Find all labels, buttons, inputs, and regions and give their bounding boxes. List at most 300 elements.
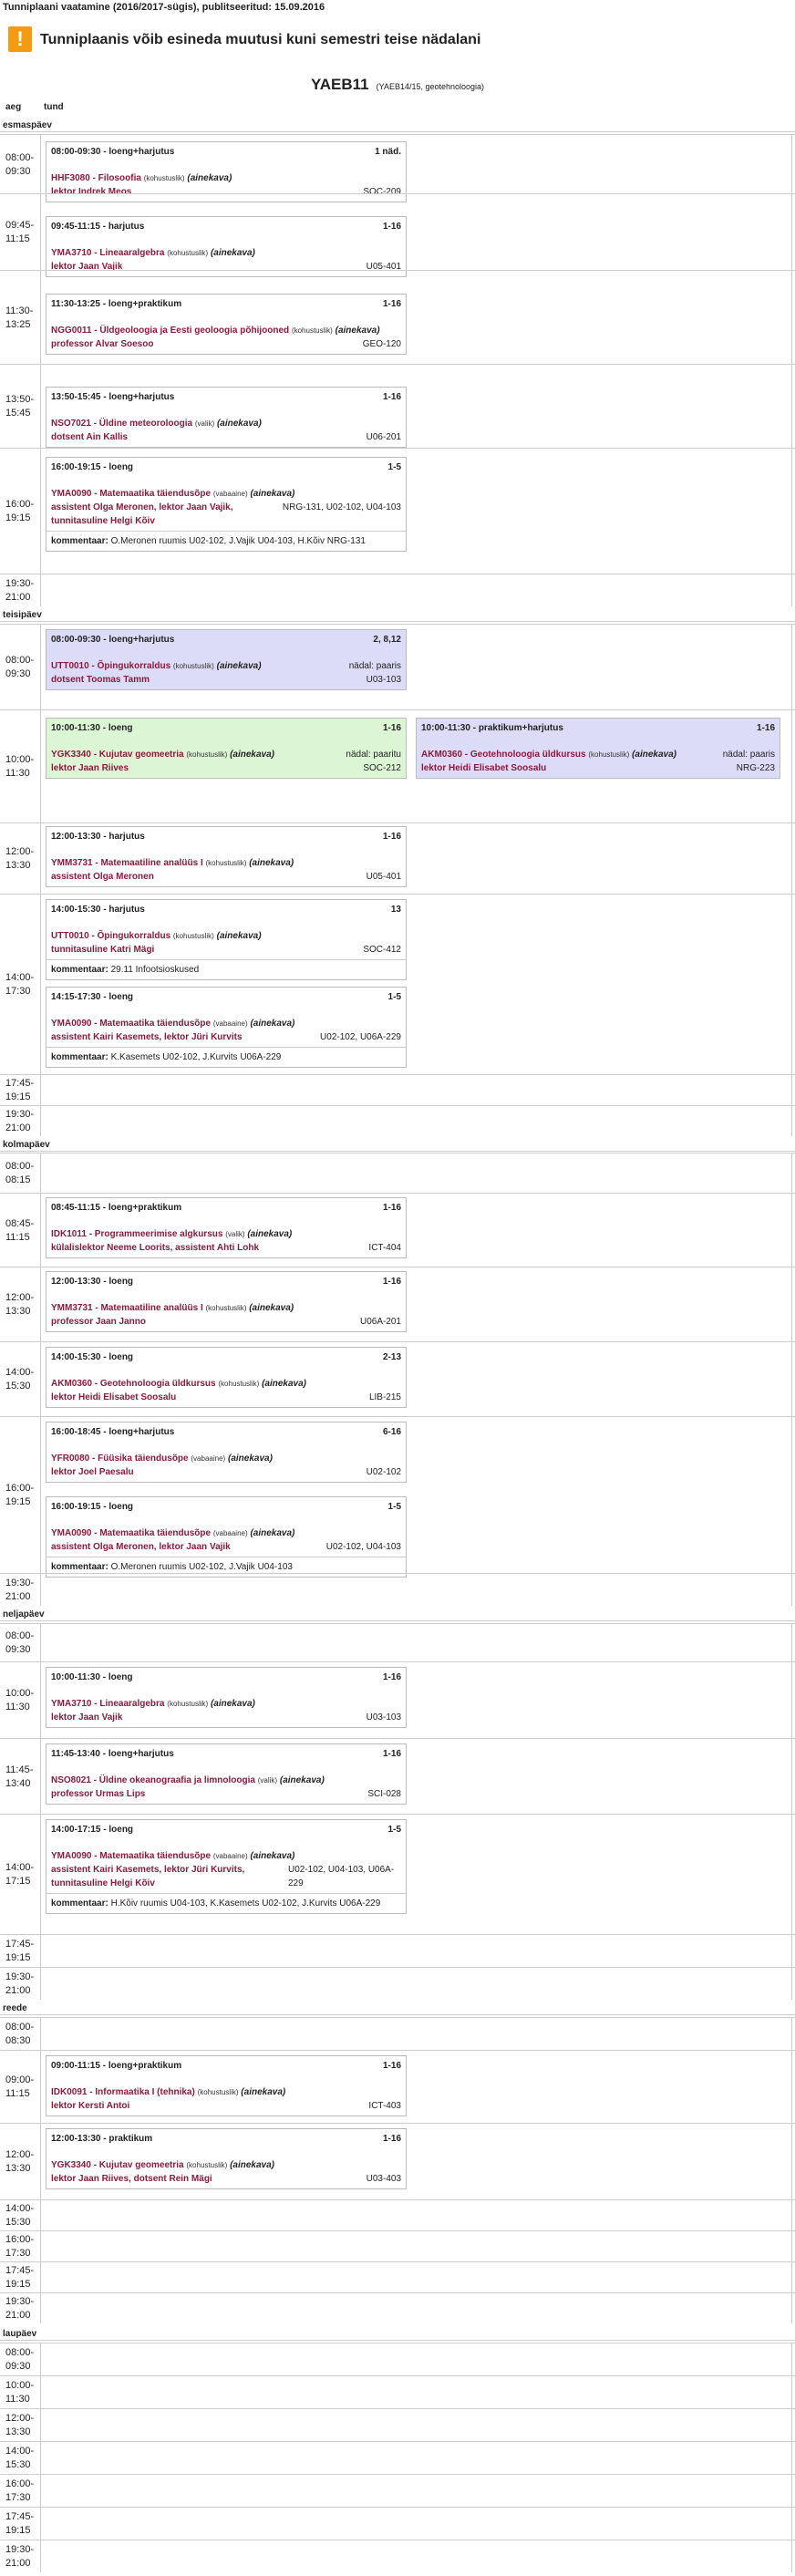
ainekava-link[interactable]: (ainekava) bbox=[187, 173, 232, 183]
lesson-time-type bbox=[51, 1201, 401, 1215]
lesson-weeks: 1-16 bbox=[382, 2061, 401, 2071]
course-line bbox=[51, 748, 401, 761]
ainekava-link[interactable]: (ainekava) bbox=[210, 248, 255, 258]
lecturer-link[interactable]: assistent Kairi Kasemets, lektor Jüri Kurvits, tunnitasuline Helgi Kõiv bbox=[51, 1865, 245, 1888]
divider bbox=[40, 193, 41, 270]
ainekava-link[interactable]: (ainekava) bbox=[250, 1019, 295, 1029]
course-line bbox=[51, 2085, 401, 2099]
lecturer-line bbox=[51, 761, 401, 775]
divider bbox=[40, 1267, 41, 1341]
lesson-weeks: 1-5 bbox=[387, 1825, 401, 1835]
time-row bbox=[0, 2343, 795, 2375]
lesson-weeks: 6-16 bbox=[382, 1427, 401, 1437]
time-row bbox=[0, 574, 795, 606]
course-link[interactable]: IDK1011 - Programmeerimise algkursus bbox=[51, 1229, 223, 1239]
time-row bbox=[0, 2441, 795, 2474]
room-link[interactable]: U02-102, U04-103 bbox=[325, 1542, 401, 1552]
day-label-thu: neljapäev bbox=[3, 1609, 45, 1619]
divider bbox=[791, 270, 792, 364]
divider bbox=[40, 1934, 41, 1967]
course-link[interactable]: YFR0080 - Füüsika täiendusõpe bbox=[51, 1454, 189, 1464]
lesson-time: 11:45-13:40 - loeng+harjutus bbox=[51, 1749, 174, 1759]
course-kind: (kohustuslik) bbox=[186, 750, 228, 759]
ainekava-link[interactable]: (ainekava) bbox=[216, 419, 262, 429]
divider bbox=[791, 2017, 792, 2050]
divider bbox=[40, 1074, 41, 1105]
lesson-weeks: 1-16 bbox=[382, 1277, 401, 1287]
divider bbox=[791, 364, 792, 448]
course-kind: (kohustuslik) bbox=[167, 249, 209, 257]
comment-text: O.Meronen ruumis U02-102, J.Vajik U04-103, H.Kõiv NRG-131 bbox=[110, 536, 366, 546]
course-link[interactable]: YGK3340 - Kujutav geomeetria bbox=[51, 750, 184, 760]
lecturer-line bbox=[51, 1540, 401, 1554]
course-link[interactable]: YMA0090 - Matemaatika täiendusõpe bbox=[51, 1019, 212, 1029]
lecturer-link[interactable]: professor Urmas Lips bbox=[51, 1789, 146, 1799]
lesson-card[interactable] bbox=[416, 718, 780, 779]
comment-label: kommentaar: bbox=[51, 1562, 108, 1572]
course-link[interactable]: YMA3710 - Lineaaralgebra bbox=[51, 1699, 165, 1709]
course-line bbox=[421, 748, 775, 761]
lesson-time-type bbox=[51, 1823, 401, 1836]
time-label: 17:45- 19:15 bbox=[5, 2265, 35, 2291]
lecturer-link[interactable]: assistent Olga Meronen, lektor Jaan Vajik bbox=[51, 1542, 231, 1552]
divider bbox=[40, 2261, 41, 2292]
time-label: 10:00- 11:30 bbox=[5, 754, 35, 780]
lecturer-line bbox=[51, 1315, 401, 1329]
lecturer-link[interactable]: lektor Jaan Riives bbox=[51, 763, 129, 773]
ainekava-link[interactable]: (ainekava) bbox=[210, 1699, 255, 1709]
course-link[interactable]: YMA0090 - Matemaatika täiendusõpe bbox=[51, 489, 212, 499]
comment-text: H.Kõiv ruumis U04-103, K.Kasemets U02-102, J.Kurvits U06A-229 bbox=[110, 1898, 381, 1909]
room-link[interactable]: U03-103 bbox=[366, 675, 401, 685]
time-row bbox=[0, 2261, 795, 2292]
course-link[interactable]: YMM3731 - Matemaatiline analüüs I bbox=[51, 858, 203, 868]
time-label: 11:45- 13:40 bbox=[5, 1764, 34, 1789]
divider bbox=[791, 1623, 792, 1661]
divider bbox=[40, 2507, 41, 2540]
lesson-weeks: 1-16 bbox=[382, 392, 401, 402]
time-row bbox=[0, 2199, 795, 2230]
divider bbox=[791, 1934, 792, 1967]
lesson-time-type bbox=[51, 145, 401, 159]
time-label: 16:00- 19:15 bbox=[5, 499, 35, 524]
lecturer-line bbox=[51, 2099, 401, 2113]
ainekava-link[interactable]: (ainekava) bbox=[216, 931, 262, 941]
course-link[interactable]: YGK3340 - Kujutav geomeetria bbox=[51, 2160, 184, 2170]
time-label: 17:45- 19:15 bbox=[5, 1939, 35, 1964]
course-line bbox=[51, 1227, 401, 1241]
divider bbox=[791, 822, 792, 894]
time-label: 14:00- 15:30 bbox=[5, 2203, 35, 2229]
lesson-card[interactable] bbox=[46, 457, 407, 552]
divider bbox=[791, 1267, 792, 1341]
course-link[interactable]: NGG0011 - Üldgeoloogia ja Eesti geoloogia põhijooned bbox=[51, 326, 290, 336]
divider bbox=[40, 1623, 41, 1661]
week-parity: nädal: paaris bbox=[722, 750, 775, 760]
divider bbox=[791, 2343, 792, 2375]
course-kind: (vabaaine) bbox=[212, 1529, 248, 1537]
divider bbox=[40, 709, 41, 822]
time-label: 08:00- 09:30 bbox=[5, 655, 35, 680]
room-link[interactable]: U06A-201 bbox=[359, 1317, 401, 1327]
divider bbox=[40, 1153, 41, 1193]
course-link[interactable]: UTT0010 - Õpingukorraldus bbox=[51, 661, 171, 671]
ainekava-link[interactable]: (ainekava) bbox=[250, 1851, 295, 1861]
lecturer-link[interactable]: külalislektor Neeme Loorits, assistent Ahti Lohk bbox=[51, 1243, 260, 1253]
room-link[interactable]: U02-102, U04-103, U06A-229 bbox=[288, 1865, 395, 1888]
time-label: 08:00- 08:15 bbox=[5, 1161, 35, 1186]
room-link[interactable]: ICT-404 bbox=[368, 1243, 401, 1253]
time-row bbox=[0, 2507, 795, 2540]
col-tund: tund bbox=[44, 102, 64, 112]
time-label: 19:30- 21:00 bbox=[5, 578, 35, 604]
room-link[interactable]: U02-102, U06A-229 bbox=[320, 1032, 401, 1042]
lesson-time: 10:00-11:30 - loeng bbox=[51, 1672, 133, 1682]
course-kind: (kohustuslik) bbox=[172, 932, 214, 940]
ainekava-link[interactable]: (ainekava) bbox=[216, 661, 262, 671]
lesson-card[interactable] bbox=[46, 387, 407, 448]
room-link[interactable]: ICT-403 bbox=[368, 2101, 401, 2111]
time-label: 14:00- 15:30 bbox=[5, 1367, 35, 1392]
course-kind: (kohustuslik) bbox=[172, 662, 214, 670]
room-link[interactable]: SCI-028 bbox=[367, 1789, 401, 1799]
time-label: 13:50- 15:45 bbox=[5, 394, 35, 419]
lesson-card[interactable] bbox=[46, 1197, 407, 1258]
room-link[interactable]: SOC-209 bbox=[363, 187, 401, 197]
course-link[interactable]: YMA3710 - Lineaaralgebra bbox=[51, 248, 165, 258]
lecturer-link[interactable]: professor Jaan Janno bbox=[51, 1317, 146, 1327]
lecturer-link[interactable]: lektor Kersti Antoi bbox=[51, 2101, 130, 2111]
divider bbox=[791, 1814, 792, 1934]
day-label-fri: reede bbox=[3, 2003, 27, 2013]
course-line bbox=[51, 324, 401, 337]
lesson-time-type bbox=[51, 830, 401, 843]
divider bbox=[40, 2343, 41, 2375]
course-line bbox=[51, 856, 401, 870]
lecturer-link[interactable]: lektor Indrek Meos bbox=[51, 187, 132, 197]
time-label: 08:00- 09:30 bbox=[5, 1630, 35, 1656]
course-line bbox=[51, 417, 401, 430]
room-link[interactable]: U02-102 bbox=[366, 1467, 401, 1477]
lecturer-line bbox=[51, 501, 401, 528]
time-label: 16:00- 17:30 bbox=[5, 2234, 35, 2260]
divider bbox=[791, 2123, 792, 2199]
lesson-time: 12:00-13:30 - loeng bbox=[51, 1277, 134, 1287]
lesson-card[interactable] bbox=[46, 2055, 407, 2116]
course-link[interactable]: AKM0360 - Geotehnoloogia üldkursus bbox=[421, 750, 586, 760]
comment-label: kommentaar: bbox=[51, 965, 108, 975]
time-row bbox=[0, 1105, 795, 1136]
lecturer-link[interactable]: lektor Jaan Riives, dotsent Rein Mägi bbox=[51, 2174, 212, 2184]
room-link[interactable]: NRG-131, U02-102, U04-103 bbox=[282, 502, 401, 512]
room-link[interactable]: U05-401 bbox=[366, 262, 401, 272]
divider bbox=[40, 2375, 41, 2408]
lesson-card[interactable] bbox=[46, 1347, 407, 1408]
room-link[interactable]: U05-401 bbox=[366, 872, 401, 882]
ainekava-link[interactable]: (ainekava) bbox=[241, 2087, 286, 2097]
lesson-weeks: 13 bbox=[390, 905, 401, 915]
time-label: 19:30- 21:00 bbox=[5, 1578, 35, 1603]
time-label: 14:00- 17:15 bbox=[5, 1862, 35, 1888]
lecturer-line bbox=[51, 2172, 401, 2186]
course-link[interactable]: IDK0091 - Informaatika I (tehnika) bbox=[51, 2087, 195, 2097]
time-label: 08:00- 09:30 bbox=[5, 151, 35, 177]
room-link[interactable]: LIB-215 bbox=[368, 1392, 401, 1402]
course-link[interactable]: AKM0360 - Geotehnoloogia üldkursus bbox=[51, 1379, 216, 1389]
course-kind: (vabaaine) bbox=[191, 1454, 226, 1463]
lesson-time-type bbox=[51, 903, 401, 916]
divider bbox=[40, 1967, 41, 2000]
lesson-time: 08:45-11:15 - loeng+praktikum bbox=[51, 1203, 182, 1213]
divider bbox=[40, 1738, 41, 1814]
divider bbox=[40, 1416, 41, 1573]
lecturer-link[interactable]: lektor Heidi Elisabet Soosalu bbox=[51, 1392, 177, 1402]
divider bbox=[791, 1153, 792, 1193]
divider bbox=[40, 1341, 41, 1416]
lesson-time: 10:00-11:30 - praktikum+harjutus bbox=[421, 723, 563, 733]
room-link[interactable]: U03-403 bbox=[366, 2174, 401, 2184]
lesson-weeks: 1-5 bbox=[387, 1502, 401, 1512]
lesson-weeks: 1-16 bbox=[382, 222, 401, 232]
divider bbox=[0, 131, 795, 132]
time-label: 16:00- 17:30 bbox=[5, 2478, 35, 2504]
comment bbox=[51, 963, 401, 977]
ainekava-link[interactable]: (ainekava) bbox=[632, 750, 676, 760]
lecturer-link[interactable]: lektor Jaan Vajik bbox=[51, 1712, 123, 1723]
comment-text: O.Meronen ruumis U02-102, J.Vajik U04-103 bbox=[110, 1562, 293, 1572]
lesson-time-type bbox=[51, 2059, 401, 2073]
time-label: 19:30- 21:00 bbox=[5, 1971, 35, 1997]
divider bbox=[791, 2050, 792, 2123]
ainekava-link[interactable]: (ainekava) bbox=[227, 1454, 273, 1464]
lesson-time: 16:00-18:45 - loeng+harjutus bbox=[51, 1427, 175, 1437]
lesson-card[interactable] bbox=[46, 1819, 407, 1914]
ainekava-link[interactable]: (ainekava) bbox=[247, 1229, 293, 1239]
ainekava-link[interactable]: (ainekava) bbox=[262, 1379, 306, 1389]
lecturer-link[interactable]: assistent Olga Meronen, lektor Jaan Vajik, tunnitasuline Helgi Kõiv bbox=[51, 502, 233, 526]
divider bbox=[40, 364, 41, 448]
room-link[interactable]: GEO-120 bbox=[362, 339, 401, 349]
lesson-time: 09:45-11:15 - harjutus bbox=[51, 222, 145, 232]
lecturer-line bbox=[51, 1863, 401, 1890]
lecturer-link[interactable]: lektor Heidi Elisabet Soosalu bbox=[421, 763, 547, 773]
lesson-weeks: 1-5 bbox=[387, 462, 401, 472]
lesson-weeks: 2-13 bbox=[382, 1352, 401, 1362]
course-line bbox=[51, 1849, 401, 1863]
time-label: 17:45- 19:15 bbox=[5, 2511, 35, 2537]
course-link[interactable]: YMA0090 - Matemaatika täiendusõpe bbox=[51, 1528, 212, 1538]
lesson-time: 12:00-13:30 - praktikum bbox=[51, 2134, 153, 2144]
time-label: 12:00- 13:30 bbox=[5, 846, 35, 872]
course-link[interactable]: UTT0010 - Õpingukorraldus bbox=[51, 931, 171, 941]
lesson-time-type bbox=[51, 990, 401, 1004]
time-label: 19:30- 21:00 bbox=[5, 1109, 35, 1134]
divider bbox=[40, 1105, 41, 1136]
lesson-card[interactable] bbox=[46, 1496, 407, 1578]
lesson-weeks: 1-16 bbox=[382, 1672, 401, 1682]
lesson-time: 11:30-13:25 - loeng+praktikum bbox=[51, 299, 182, 309]
course-kind: (kohustuslik) bbox=[143, 174, 185, 182]
lesson-time: 13:50-15:45 - loeng+harjutus bbox=[51, 392, 175, 402]
lecturer-line bbox=[51, 1391, 401, 1404]
comment-label: kommentaar: bbox=[51, 536, 108, 546]
time-row bbox=[0, 2375, 795, 2408]
time-label: 08:45- 11:15 bbox=[5, 1217, 35, 1243]
lesson-card[interactable] bbox=[46, 216, 407, 277]
lesson-weeks: 1-5 bbox=[387, 992, 401, 1002]
time-label: 10:00- 11:30 bbox=[5, 2380, 35, 2405]
lesson-time-type bbox=[51, 390, 401, 404]
comment-text: K.Kasemets U02-102, J.Kurvits U06A-229 bbox=[110, 1052, 282, 1062]
divider bbox=[40, 448, 41, 574]
warning-icon: ! bbox=[8, 26, 32, 52]
divider bbox=[40, 1573, 41, 1606]
divider bbox=[791, 2230, 792, 2261]
room-link[interactable]: U03-103 bbox=[366, 1712, 401, 1723]
lesson-weeks: 1-16 bbox=[382, 299, 401, 309]
lesson-card[interactable] bbox=[46, 1743, 407, 1805]
lecturer-link[interactable]: lektor Jaan Vajik bbox=[51, 262, 123, 272]
time-row bbox=[0, 1074, 795, 1105]
divider bbox=[791, 1105, 792, 1136]
group-subtitle: (YAEB14/15, geotehnoloogia) bbox=[376, 82, 485, 91]
ainekava-link[interactable]: (ainekava) bbox=[249, 858, 294, 868]
ainekava-link[interactable]: (ainekava) bbox=[335, 326, 380, 336]
divider bbox=[791, 1193, 792, 1267]
course-link[interactable]: NSO8021 - Üldine okeanograafia ja limnoloogia bbox=[51, 1775, 255, 1785]
course-line bbox=[51, 1452, 401, 1465]
lecturer-link[interactable]: assistent Kairi Kasemets, lektor Jüri Kurvits bbox=[51, 1032, 243, 1042]
course-kind: (valik) bbox=[225, 1230, 245, 1238]
room-link[interactable]: SOC-412 bbox=[363, 945, 401, 955]
comment-label: kommentaar: bbox=[51, 1898, 108, 1909]
lesson-card[interactable] bbox=[46, 1667, 407, 1728]
lesson-card[interactable] bbox=[46, 899, 407, 980]
divider bbox=[791, 2292, 792, 2323]
day-label-tue: teisipäev bbox=[3, 610, 42, 620]
lesson-card[interactable] bbox=[46, 294, 407, 355]
lesson-time-type bbox=[51, 1671, 401, 1684]
lesson-time: 14:00-15:30 - harjutus bbox=[51, 905, 145, 915]
ainekava-link[interactable]: (ainekava) bbox=[279, 1775, 325, 1785]
divider bbox=[40, 624, 41, 709]
lesson-card[interactable] bbox=[46, 987, 407, 1068]
time-label: 14:00- 15:30 bbox=[5, 2446, 35, 2471]
divider bbox=[40, 1661, 41, 1738]
time-label: 14:00- 17:30 bbox=[5, 972, 35, 998]
divider bbox=[791, 1416, 792, 1573]
ainekava-link[interactable]: (ainekava) bbox=[230, 2160, 274, 2170]
course-link[interactable]: HHF3080 - Filosoofia bbox=[51, 173, 141, 183]
lesson-card[interactable] bbox=[46, 1271, 407, 1332]
lesson-weeks: 1-16 bbox=[382, 1749, 401, 1759]
ainekava-link[interactable]: (ainekava) bbox=[249, 1303, 294, 1313]
divider bbox=[40, 574, 41, 606]
course-kind: (vabaaine) bbox=[212, 490, 248, 498]
course-line bbox=[51, 2158, 401, 2172]
time-label: 09:00- 11:15 bbox=[5, 2074, 35, 2100]
course-kind: (kohustuslik) bbox=[218, 1380, 260, 1388]
divider bbox=[791, 2507, 792, 2540]
room-link[interactable]: U06-201 bbox=[366, 432, 401, 442]
lecturer-link[interactable]: assistent Olga Meronen bbox=[51, 872, 154, 882]
course-line bbox=[51, 929, 401, 943]
divider bbox=[791, 1738, 792, 1814]
day-label-wed: kolmapäev bbox=[3, 1140, 50, 1150]
lesson-card[interactable] bbox=[46, 1422, 407, 1483]
divider bbox=[40, 2408, 41, 2441]
lesson-weeks: 1 näd. bbox=[375, 147, 401, 157]
time-label: 11:30- 13:25 bbox=[5, 305, 34, 330]
time-row bbox=[0, 1623, 795, 1661]
divider bbox=[791, 1661, 792, 1738]
time-row bbox=[0, 2292, 795, 2323]
lecturer-link[interactable]: lektor Joel Paesalu bbox=[51, 1467, 134, 1477]
divider bbox=[791, 1341, 792, 1416]
lesson-card[interactable] bbox=[46, 718, 407, 779]
lesson-time-type bbox=[51, 1747, 401, 1761]
ainekava-link[interactable]: (ainekava) bbox=[230, 750, 274, 760]
divider bbox=[0, 1620, 795, 1621]
lesson-time: 09:00-11:15 - loeng+praktikum bbox=[51, 2061, 182, 2071]
time-row bbox=[0, 1153, 795, 1193]
lesson-time-type bbox=[51, 633, 401, 647]
lesson-card[interactable] bbox=[46, 826, 407, 887]
room-link[interactable]: SOC-212 bbox=[363, 763, 401, 773]
divider bbox=[0, 1151, 795, 1152]
divider bbox=[791, 2375, 792, 2408]
ainekava-link[interactable]: (ainekava) bbox=[250, 1528, 295, 1538]
lesson-card[interactable] bbox=[46, 629, 407, 690]
course-kind: (kohustuslik) bbox=[588, 750, 630, 759]
time-row bbox=[0, 2408, 795, 2441]
lecturer-link[interactable]: dotsent Toomas Tamm bbox=[51, 675, 150, 685]
course-kind: (kohustuslik) bbox=[205, 1304, 247, 1312]
time-row bbox=[0, 1934, 795, 1967]
room-link[interactable]: NRG-223 bbox=[736, 763, 775, 773]
lecturer-link[interactable]: professor Alvar Soesoo bbox=[51, 339, 154, 349]
course-link[interactable]: NSO7021 - Üldine meteoroloogia bbox=[51, 419, 193, 429]
ainekava-link[interactable]: (ainekava) bbox=[250, 489, 295, 499]
comment bbox=[51, 1560, 401, 1574]
divider bbox=[791, 2540, 792, 2572]
course-line bbox=[51, 1697, 401, 1711]
course-link[interactable]: YMM3731 - Matemaatiline analüüs I bbox=[51, 1303, 203, 1313]
time-label: 10:00- 11:30 bbox=[5, 1688, 35, 1713]
time-label: 08:00- 08:30 bbox=[5, 2022, 35, 2047]
lesson-time-type bbox=[51, 721, 401, 735]
course-kind: (vabaaine) bbox=[212, 1019, 248, 1028]
lesson-time-type bbox=[51, 2132, 401, 2146]
time-label: 16:00- 19:15 bbox=[5, 1483, 35, 1508]
divider bbox=[40, 2292, 41, 2323]
divider bbox=[791, 2408, 792, 2441]
divider bbox=[40, 822, 41, 894]
divider bbox=[791, 894, 792, 1074]
lecturer-link[interactable]: tunnitasuline Katri Mägi bbox=[51, 945, 155, 955]
lecturer-line bbox=[51, 943, 401, 957]
lesson-time: 14:15-17:30 - loeng bbox=[51, 992, 134, 1002]
lesson-card[interactable] bbox=[46, 2128, 407, 2189]
course-line bbox=[51, 1301, 401, 1315]
comment-label: kommentaar: bbox=[51, 1052, 108, 1062]
divider bbox=[791, 1967, 792, 2000]
lecturer-line bbox=[51, 1030, 401, 1044]
course-kind: (valik) bbox=[194, 419, 215, 428]
course-link[interactable]: YMA0090 - Matemaatika täiendusõpe bbox=[51, 1851, 212, 1861]
lecturer-link[interactable]: dotsent Ain Kallis bbox=[51, 432, 129, 442]
course-kind: (kohustuslik) bbox=[291, 326, 333, 335]
